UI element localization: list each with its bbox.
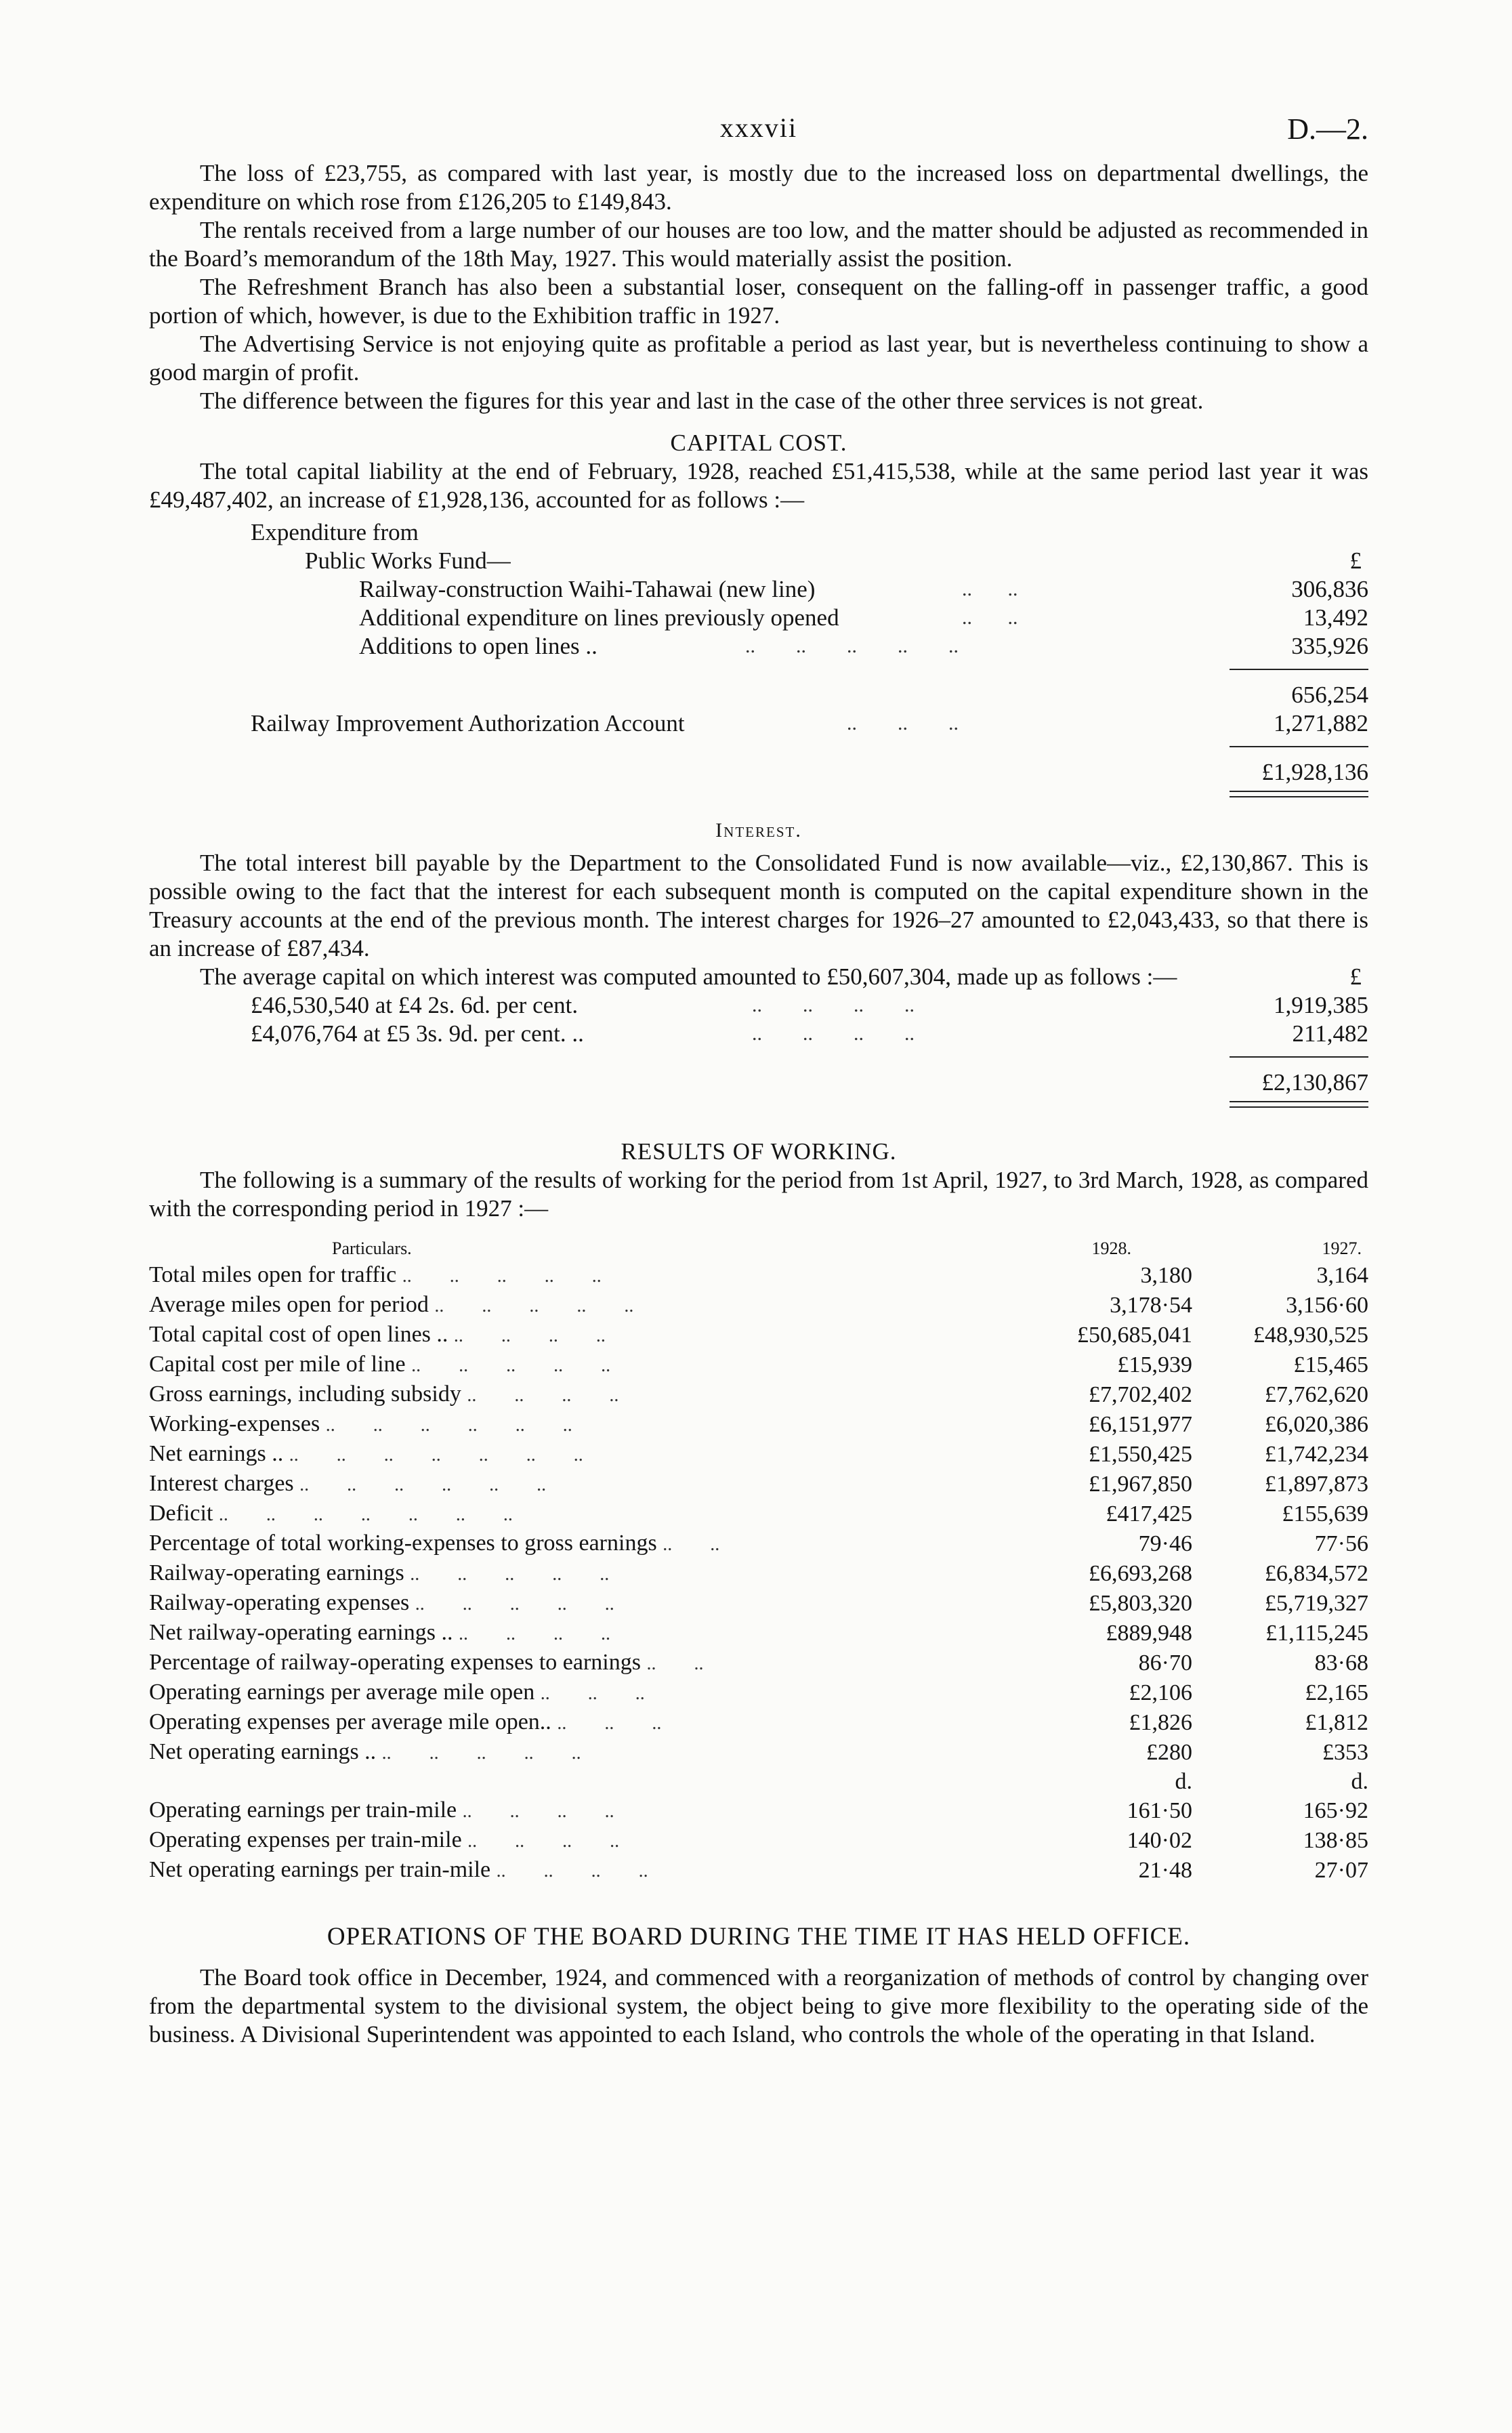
value-1928: £15,939: [1117, 1352, 1192, 1377]
operations-paragraph: The Board took office in December, 1924, and commenced with a reorganization of methods of control by changing over from the departmental system to the divisional system, the object being to give more flexibility to the operating side of the business. A Divisional Superintendent was appointed to each Island, who controls the whole of the operating in that Island.: [149, 1964, 1368, 2047]
leader-dots: .. .. ..: [557, 1713, 662, 1734]
table-row: [149, 1291, 1368, 1321]
leader-dots: .. .. .. .. ..: [411, 1355, 611, 1376]
leader-dots: .. .. .. .. .. ..: [299, 1474, 547, 1495]
interest-item-row: [149, 1020, 1368, 1048]
row-particular: [149, 1470, 996, 1499]
expenditure-from-label: Expenditure from: [251, 519, 419, 545]
row-particular: [149, 1738, 996, 1768]
interest-section: [149, 816, 1368, 1113]
leader-dots: .. ..: [962, 578, 1018, 600]
document-reference: D.—2.: [1287, 112, 1368, 146]
row-particular: [149, 1768, 996, 1796]
value-1928: £6,693,268: [1089, 1561, 1192, 1586]
value-1927: £1,897,873: [1265, 1472, 1368, 1497]
leader-dots: .. .. .. .. ..: [415, 1594, 614, 1615]
page-header: [149, 112, 1368, 152]
row-particular: [149, 1856, 996, 1886]
operations-heading: OPERATIONS OF THE BOARD DURING THE TIME IT HAS HELD OFFICE.: [327, 1923, 1191, 1951]
capital-item-row: [149, 575, 1368, 604]
leader-dots: .. .. .. ..: [496, 1860, 648, 1881]
leader-dots: .. .. .. ..: [752, 994, 915, 1016]
leader-dots: .. .. .. .. ..: [434, 1295, 634, 1316]
value-1928: 161·50: [1127, 1798, 1192, 1823]
value-1927: £155,639: [1282, 1501, 1368, 1526]
row-label: Operating earnings per train-mile: [149, 1797, 457, 1823]
capital-cost-section: [149, 429, 1368, 803]
leader-dots: .. .. .. ..: [467, 1385, 619, 1406]
table-row: [149, 1470, 1368, 1499]
row-particular: [149, 1440, 996, 1470]
row-label: Total capital cost of open lines ..: [149, 1322, 448, 1347]
leader-dots: .. .. .. .. ..: [402, 1266, 602, 1287]
table-row: [149, 1321, 1368, 1350]
capital-item-label: Additions to open lines ..: [359, 633, 597, 659]
column-header-particulars: Particulars.: [332, 1239, 412, 1258]
leader-dots: .. ..: [663, 1534, 720, 1555]
capital-item-amount: 306,836: [1291, 576, 1368, 602]
value-1928: £1,967,850: [1089, 1472, 1192, 1497]
public-works-fund-label: Public Works Fund—: [305, 547, 511, 574]
table-row: [149, 1559, 1368, 1589]
leader-dots: .. .. .. .. .. ..: [325, 1415, 572, 1436]
value-1927: £7,762,620: [1265, 1382, 1368, 1407]
results-heading: RESULTS OF WORKING.: [621, 1138, 897, 1165]
currency-symbol: £: [1349, 963, 1362, 990]
leader-dots: .. .. .. ..: [752, 1022, 915, 1045]
results-header-row: [149, 1236, 1368, 1261]
table-row: [149, 1529, 1368, 1559]
document-page: [149, 112, 1368, 2049]
improvement-amount: 1,271,882: [1274, 710, 1368, 736]
leader-dots: .. .. ..: [847, 712, 959, 734]
row-label: Operating expenses per train-mile: [149, 1827, 462, 1852]
capital-item-row: [149, 632, 1368, 661]
value-1927: 3,156·60: [1286, 1293, 1368, 1318]
table-row: [149, 1499, 1368, 1529]
table-row: [149, 1678, 1368, 1708]
intro-section: [149, 159, 1368, 415]
row-particular: [149, 1350, 996, 1380]
leader-dots: .. .. .. .. ..: [410, 1564, 610, 1585]
results-section: [149, 1138, 1368, 1886]
row-label: Net railway-operating earnings ..: [149, 1620, 453, 1645]
value-1927: 27·07: [1314, 1858, 1368, 1883]
interest-item-amount: 1,919,385: [1274, 992, 1368, 1018]
table-row: [149, 1796, 1368, 1826]
total-double-rule: [1230, 791, 1368, 797]
table-row: [149, 1440, 1368, 1470]
row-label: Gross earnings, including subsidy: [149, 1381, 461, 1407]
value-1927: £2,165: [1305, 1680, 1368, 1705]
row-label: Working-expenses: [149, 1411, 320, 1436]
table-row: [149, 1708, 1368, 1738]
capital-item-label: Railway-construction Waihi-Tahawai (new line): [359, 576, 816, 602]
column-header-1928: 1928.: [1091, 1239, 1131, 1258]
table-row: [149, 1350, 1368, 1380]
interest-breakdown: [149, 963, 1368, 1113]
paragraph-refreshment: The Refreshment Branch has also been a substantial loser, consequent on the falling-off in passenger traffic, a good portion of which, however, is due to the Exhibition traffic in 1927.: [149, 274, 1368, 329]
leader-dots: .. .. .. ..: [453, 1325, 606, 1346]
capital-total: £1,928,136: [1261, 759, 1368, 785]
value-1927: £1,812: [1305, 1710, 1368, 1735]
leader-dots: .. .. .. ..: [458, 1623, 610, 1644]
row-particular: [149, 1291, 996, 1321]
interest-total: £2,130,867: [1261, 1069, 1368, 1096]
value-1928: d.: [1175, 1769, 1192, 1794]
row-particular: [149, 1380, 996, 1410]
paragraph-advertising: The Advertising Service is not enjoying quite as profitable a period as last year, but is nevertheless continuing to show a good margin of profit.: [149, 331, 1368, 386]
total-double-rule: [1230, 1101, 1368, 1108]
paragraph-rentals: The rentals received from a large number of our houses are too low, and the matter should be adjusted as recommended in the Board’s memorandum of the 18th May, 1927. This would materially assist the position.: [149, 217, 1368, 272]
table-row: [149, 1856, 1368, 1886]
row-particular: [149, 1796, 996, 1826]
value-1928: £1,550,425: [1089, 1442, 1192, 1467]
table-row: [149, 1380, 1368, 1410]
table-row: [149, 1826, 1368, 1856]
value-1927: 83·68: [1314, 1650, 1368, 1676]
row-label: Operating earnings per average mile open: [149, 1680, 535, 1705]
value-1928: £50,685,041: [1077, 1323, 1192, 1348]
total-rule: [1230, 1056, 1368, 1058]
improvement-label: Railway Improvement Authorization Account: [251, 710, 685, 736]
value-1927: £5,719,327: [1265, 1591, 1368, 1616]
results-body: [149, 1261, 1368, 1886]
value-1928: 3,178·54: [1110, 1293, 1192, 1318]
value-1928: £7,702,402: [1089, 1382, 1192, 1407]
row-particular: [149, 1826, 996, 1856]
leader-dots: .. .. ..: [540, 1683, 645, 1704]
leader-dots: .. .. .. .. ..: [381, 1743, 581, 1764]
row-particular: [149, 1589, 996, 1619]
leader-dots: .. .. .. ..: [467, 1831, 620, 1852]
value-1928: £889,948: [1106, 1621, 1192, 1646]
value-1927: £1,115,245: [1265, 1621, 1368, 1646]
results-paragraph: The following is a summary of the results of working for the period from 1st April, 1927, to 3rd March, 1928, as compared with the corresponding period in 1927 :—: [149, 1167, 1368, 1222]
value-1928: 79·46: [1138, 1531, 1192, 1556]
row-particular: [149, 1619, 996, 1648]
value-1928: 3,180: [1140, 1263, 1192, 1288]
capital-subtotal: 656,254: [1291, 682, 1368, 708]
leader-dots: .. .. .. ..: [462, 1801, 614, 1822]
interest-item-label: £46,530,540 at £4 2s. 6d. per cent.: [251, 992, 579, 1018]
interest-item-row: [149, 991, 1368, 1020]
paragraph-other-services: The difference between the figures for this year and last in the case of the other three services is not great.: [200, 388, 1204, 414]
interest-average-paragraph: The average capital on which interest was computed amounted to £50,607,304, made up as follows :—: [200, 963, 1177, 990]
row-label: Railway-operating expenses: [149, 1590, 410, 1615]
capital-item-label: Additional expenditure on lines previously opened: [359, 604, 839, 631]
value-1927: d.: [1351, 1769, 1368, 1794]
capital-item-amount: 335,926: [1291, 633, 1368, 659]
value-1928: 21·48: [1138, 1858, 1192, 1883]
capital-item-amount: 13,492: [1303, 604, 1368, 631]
row-particular: [149, 1261, 996, 1291]
value-1927: 77·56: [1314, 1531, 1368, 1556]
interest-item-label: £4,076,764 at £5 3s. 9d. per cent. ..: [251, 1020, 584, 1047]
paragraph-loss: The loss of £23,755, as compared with last year, is mostly due to the increased loss on departmental dwellings, the expenditure on which rose from £126,205 to £149,843.: [149, 160, 1368, 215]
table-row: [149, 1619, 1368, 1648]
row-particular: [149, 1708, 996, 1738]
value-1927: £353: [1322, 1740, 1368, 1765]
value-1927: 3,164: [1316, 1263, 1368, 1288]
table-row: [149, 1738, 1368, 1768]
row-particular: [149, 1648, 996, 1678]
row-particular: [149, 1499, 996, 1529]
leader-dots: .. .. .. .. .. .. ..: [218, 1504, 513, 1525]
value-1927: £48,930,525: [1253, 1323, 1368, 1348]
value-1927: £15,465: [1293, 1352, 1368, 1377]
value-1928: £2,106: [1129, 1680, 1192, 1705]
capital-cost-paragraph: The total capital liability at the end of February, 1928, reached £51,415,538, while at the same period last year it was £49,487,402, an increase of £1,928,136, accounted for as follows :—: [149, 458, 1368, 513]
value-1928: 140·02: [1127, 1828, 1192, 1853]
value-1928: £6,151,977: [1089, 1412, 1192, 1437]
value-1928: £280: [1146, 1740, 1192, 1765]
page-number: xxxvii: [719, 112, 798, 143]
value-1927: £1,742,234: [1265, 1442, 1368, 1467]
row-particular: [149, 1529, 996, 1559]
leader-dots: .. ..: [962, 606, 1018, 629]
value-1927: 138·85: [1303, 1828, 1368, 1853]
row-label: Total miles open for traffic: [149, 1262, 397, 1287]
value-1928: £1,826: [1129, 1710, 1192, 1735]
row-label: Percentage of railway-operating expenses to earnings: [149, 1650, 641, 1675]
row-label: Operating expenses per average mile open..: [149, 1709, 551, 1734]
row-label: Net operating earnings per train-mile: [149, 1857, 491, 1882]
capital-cost-heading: CAPITAL COST.: [670, 430, 847, 456]
value-1927: £6,020,386: [1265, 1412, 1368, 1437]
value-1927: 165·92: [1303, 1798, 1368, 1823]
table-row: [149, 1589, 1368, 1619]
row-label: Capital cost per mile of line: [149, 1352, 406, 1377]
column-header-1927: 1927.: [1322, 1239, 1362, 1258]
operations-section: [149, 1923, 1368, 2049]
interest-item-amount: 211,482: [1292, 1020, 1368, 1047]
row-label: Deficit: [149, 1501, 213, 1526]
table-row: [149, 1768, 1368, 1796]
table-row: [149, 1410, 1368, 1440]
capital-item-row: [149, 604, 1368, 632]
value-1927: £6,834,572: [1265, 1561, 1368, 1586]
table-row: [149, 1261, 1368, 1291]
row-label: Percentage of total working-expenses to gross earnings: [149, 1531, 657, 1556]
leader-dots: .. ..: [646, 1653, 704, 1674]
row-label: Interest charges: [149, 1471, 294, 1496]
row-particular: [149, 1321, 996, 1350]
table-row: [149, 1648, 1368, 1678]
leader-dots: .. .. .. .. .. .. ..: [289, 1444, 583, 1465]
row-label: Net earnings ..: [149, 1441, 284, 1466]
row-particular: [149, 1559, 996, 1589]
currency-symbol: £: [1349, 547, 1362, 574]
total-rule: [1230, 746, 1368, 747]
value-1928: 86·70: [1138, 1650, 1192, 1676]
row-label: Railway-operating earnings: [149, 1560, 404, 1585]
subtotal-rule: [1230, 669, 1368, 670]
leader-dots: .. .. .. .. ..: [745, 635, 959, 657]
improvement-row: [149, 709, 1368, 738]
value-1928: £417,425: [1106, 1501, 1192, 1526]
interest-paragraph: The total interest bill payable by the Department to the Consolidated Fund is now available—viz., £2,130,867. This is possible owing to the fact that the interest for each subsequent month is computed on the capital expenditure shown in the Treasury accounts at the end of the previous month. The interest charges for 1926–27 amounted to £2,043,433, so that there is an increase of £87,434.: [149, 850, 1368, 961]
row-label: Net operating earnings ..: [149, 1739, 377, 1764]
row-particular: [149, 1678, 996, 1708]
interest-heading: Interest.: [715, 819, 802, 841]
row-particular: [149, 1410, 996, 1440]
row-label: Average miles open for period: [149, 1292, 429, 1317]
value-1928: £5,803,320: [1089, 1591, 1192, 1616]
capital-breakdown: [149, 518, 1368, 803]
results-table: [149, 1236, 1368, 1886]
